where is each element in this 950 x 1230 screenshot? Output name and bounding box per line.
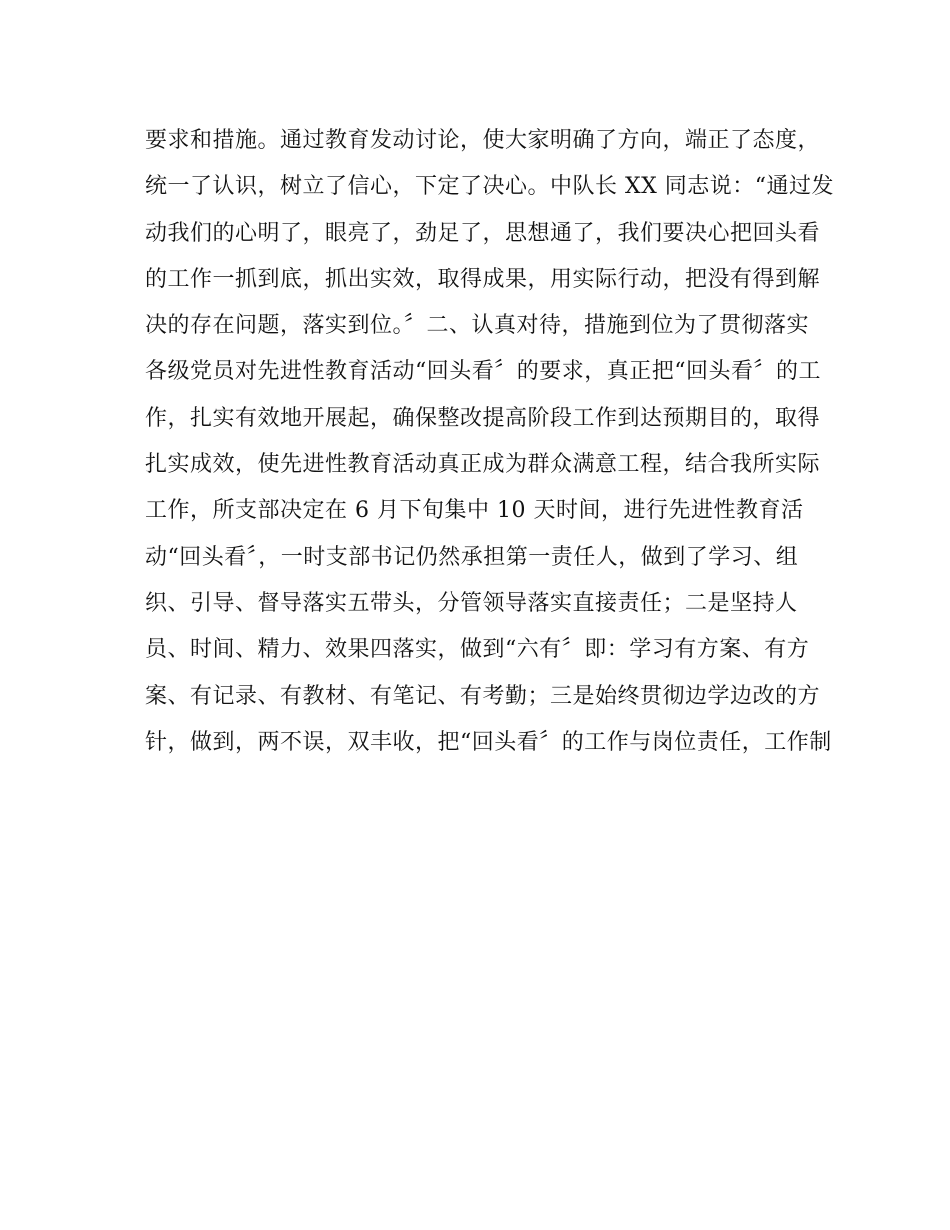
text-line-11: 织、引导、督导落实五带头，分管领导落实直接责任；二是坚持人 [145,590,798,616]
text-line-2: 统一了认识，树立了信心，下定了决心。中队长 XX 同志说：“通过发 [145,174,835,200]
text-line-1: 要求和措施。通过教育发动讨论，使大家明确了方向，端正了态度， [145,128,821,153]
text-line-5: 决的存在问题，落实到位。〞二、认真对待，措施到位为了贯彻落实 [145,313,810,339]
text-line-10: 动“回头看〞，一时支部书记仍然承担第一责任人，做到了学习、组 [145,544,799,570]
text-line-13: 案、有记录、有教材、有笔记、有考勤；三是始终贯彻边学边改的方 [145,683,821,709]
body-text [145,118,835,766]
text-line-9: 工作，所支部决定在 6 月下旬集中 10 天时间，进行先进性教育活 [145,498,804,524]
text-line-14: 针，做到，两不误，双丰收，把“回头看〞的工作与岗位责任，工作制 [145,729,832,755]
text-line-4: 的工作一抓到底，抓出实效，取得成果，用实际行动，把没有得到解 [145,266,821,292]
text-line-6: 各级党员对先进性教育活动“回头看〞的要求，真正把“回头看〞的工 [145,359,821,385]
text-line-7: 作，扎实有效地开展起，确保整改提高阶段工作到达预期目的，取得 [145,405,821,431]
text-line-12: 员、时间、精力、效果四落实，做到“六有〞即：学习有方案、有方 [145,637,810,663]
text-line-3: 动我们的心明了，眼亮了，劲足了，思想通了，我们要决心把回头看 [145,220,821,246]
text-line-8: 扎实成效，使先进性教育活动真正成为群众满意工程，结合我所实际 [145,452,821,478]
